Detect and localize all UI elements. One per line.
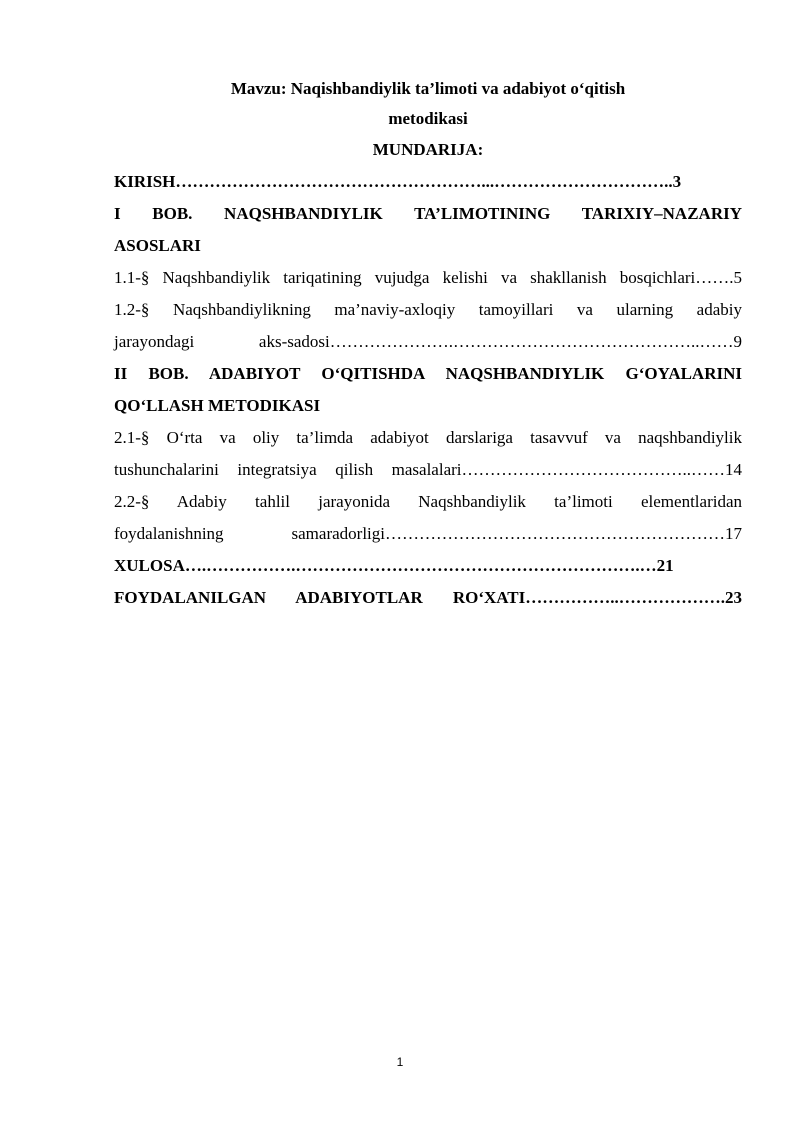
toc-entry-kirish-text: KIRISH………………………………………………...…………………………..3	[114, 172, 682, 191]
toc-section-2-1-line-2: tushunchalarini integratsiya qilish masalalari…………………………………..……14	[114, 460, 742, 479]
toc-entry-section-2-2	[114, 486, 742, 550]
toc-entry-adabiyotlar	[114, 582, 742, 614]
table-of-contents	[114, 166, 742, 614]
toc-entry-section-1-2	[114, 294, 742, 358]
toc-entry-chapter-1	[114, 198, 742, 262]
document-title-line-2: metodikasi	[388, 109, 468, 128]
toc-entry-section-2-1	[114, 422, 742, 486]
page-content	[114, 74, 742, 614]
toc-section-2-2-line-1: 2.2-§ Adabiy tahlil jarayonida Naqshbandiylik ta’limoti elementlaridan	[114, 492, 742, 511]
toc-section-1-2-line-2: jarayondagi aks-sadosi………………….……………………………………..……9	[114, 332, 742, 351]
toc-chapter-1-line-1: I BOB. NAQSHBANDIYLIK TA’LIMOTINING TARIXIY–NAZARIY	[114, 204, 742, 223]
toc-section-1-1-text: 1.1-§ Naqshbandiylik tariqatining vujudga kelishi va shakllanish bosqichlari…….5	[114, 268, 742, 287]
toc-xulosa-text: XULOSA….…………….…………………………………………………….…21	[114, 556, 674, 575]
toc-chapter-2-line-1: II BOB. ADABIYOT O‘QITISHDA NAQSHBANDIYLIK G‘OYALARINI	[114, 364, 742, 383]
toc-section-2-2-line-2: foydalanishning samaradorligi……………………………………………………17	[114, 524, 742, 543]
toc-adabiyotlar-text: FOYDALANILGAN ADABIYOTLAR RO‘XATI……………..……………….23	[114, 588, 742, 607]
document-title-line-1: Mavzu: Naqishbandiylik ta’limoti va adabiyot o‘qitish	[230, 79, 626, 98]
page-number: 1	[396, 1055, 404, 1069]
toc-entry-chapter-2	[114, 358, 742, 422]
toc-section-1-2-line-1: 1.2-§ Naqshbandiylikning ma’naviy-axloqiy tamoyillari va ularning adabiy	[114, 300, 742, 319]
contents-heading: MUNDARIJA:	[372, 140, 484, 159]
toc-entry-kirish	[114, 166, 742, 198]
toc-entry-section-1-1	[114, 262, 742, 294]
toc-chapter-1-line-2: ASOSLARI	[114, 236, 201, 255]
toc-chapter-2-line-2: QO‘LLASH METODIKASI	[114, 396, 321, 415]
toc-entry-xulosa	[114, 550, 742, 582]
toc-section-2-1-line-1: 2.1-§ O‘rta va oliy ta’limda adabiyot darslariga tasavvuf va naqshbandiylik	[114, 428, 742, 447]
